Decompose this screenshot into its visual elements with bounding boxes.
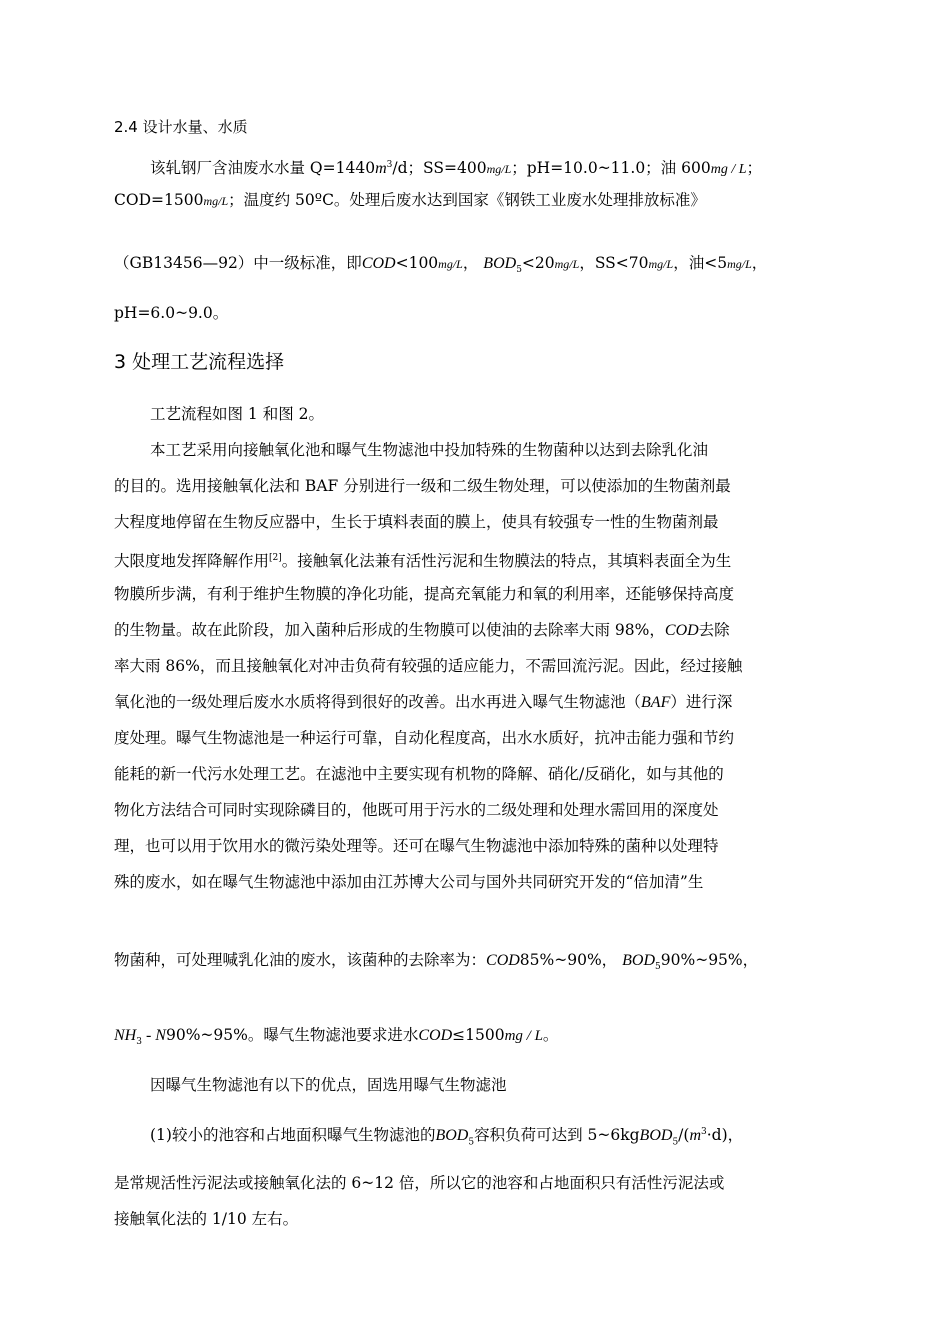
paragraph-line: (1)较小的池容和占地面积曝气生物滤池的$BOD_5$容积负荷可达到 $5\sim 6kgBOD_5/(m^3\cdot d)$， <box>150 1126 744 1148</box>
paragraph-line: 该轧钢厂含油废水水量 $Q=1440m^3/d$；SS=400mg/L；pH=10.0~11.0；油 600mg / L； <box>150 159 763 178</box>
paragraph-line: 物化方法结合可同时实现除磷目的，他既可用于污水的二级处理和处理水需回用的深度处 <box>114 801 719 819</box>
section-heading-2-4: 2.4 设计水量、水质 <box>114 118 248 136</box>
paragraph-line: 本工艺采用向接触氧化池和曝气生物滤池中投加特殊的生物菌种以达到去除乳化油 <box>150 441 709 459</box>
paragraph-line: 殊的废水，如在曝气生物滤池中添加由江苏博大公司与国外共同研究开发的“倍加清”生 <box>114 873 704 891</box>
paragraph-line: 物菌种，可处理喊乳化油的废水，该菌种的去除率为：COD85%~90%， $BOD_590\%\sim 95\%$， <box>114 951 759 973</box>
paragraph-line: 大程度地停留在生物反应器中，生长于填料表面的膜上，使具有较强专一性的生物菌剂最 <box>114 513 719 531</box>
paragraph-line: 是常规活性污泥法或接触氧化法的 6~12 倍，所以它的池容和占地面积只有活性污泥法或 <box>114 1174 725 1192</box>
paragraph-line: 理，也可以用于饮用水的微污染处理等。还可在曝气生物滤池中添加特殊的菌种以处理特 <box>114 837 719 855</box>
paragraph-line: （GB13456—92）中一级标准，即COD<100mg/L， $BOD_5<20mg/L$，SS<70mg/L，油<5mg/L， <box>114 254 768 276</box>
paragraph-line: 的目的。选用接触氧化法和 BAF 分别进行一级和二级生物处理，可以使添加的生物菌剂最 <box>114 477 731 495</box>
paragraph-line: 率大雨 86%，而且接触氧化对冲击负荷有较强的适应能力，不需回流污泥。因此，经过接触 <box>114 657 743 675</box>
paragraph-line: pH=6.0~9.0。 <box>114 304 229 322</box>
paragraph-line: 大限度地发挥降解作用[2]。接触氧化法兼有活性污泥和生物膜法的特点，其填料表面全为生 <box>114 552 732 571</box>
paragraph-line: 因曝气生物滤池有以下的优点，固选用曝气生物滤池 <box>150 1076 507 1094</box>
paragraph-line: 工艺流程如图 1 和图 2。 <box>150 405 325 423</box>
section-heading-3: 3 处理工艺流程选择 <box>114 351 285 373</box>
paragraph-line: 物膜所步满，有利于维护生物膜的净化功能，提高充氧能力和氧的利用率，还能够保持高度 <box>114 585 735 603</box>
paragraph-line: $NH_3$ - N90%~95%。曝气生物滤池要求进水COD≤1500mg / L。 <box>114 1026 559 1048</box>
paragraph-line: 的生物量。故在此阶段，加入菌种后形成的生物膜可以使油的去除率大雨 98%，COD去除 <box>114 621 730 639</box>
paragraph-line: 能耗的新一代污水处理工艺。在滤池中主要实现有机物的降解、硝化/反硝化，如与其他的 <box>114 765 724 783</box>
paragraph-line: 度处理。曝气生物滤池是一种运行可靠，自动化程度高，出水水质好，抗冲击能力强和节约 <box>114 729 735 747</box>
paragraph-line: COD=1500mg/L；温度约 50ºC。处理后废水达到国家《钢铁工业废水处理排放标准》 <box>114 191 706 209</box>
paragraph-line: 接触氧化法的 1/10 左右。 <box>114 1210 299 1228</box>
paragraph-line: 氧化池的一级处理后废水水质将得到很好的改善。出水再进入曝气生物滤池（BAF）进行深 <box>114 693 733 711</box>
